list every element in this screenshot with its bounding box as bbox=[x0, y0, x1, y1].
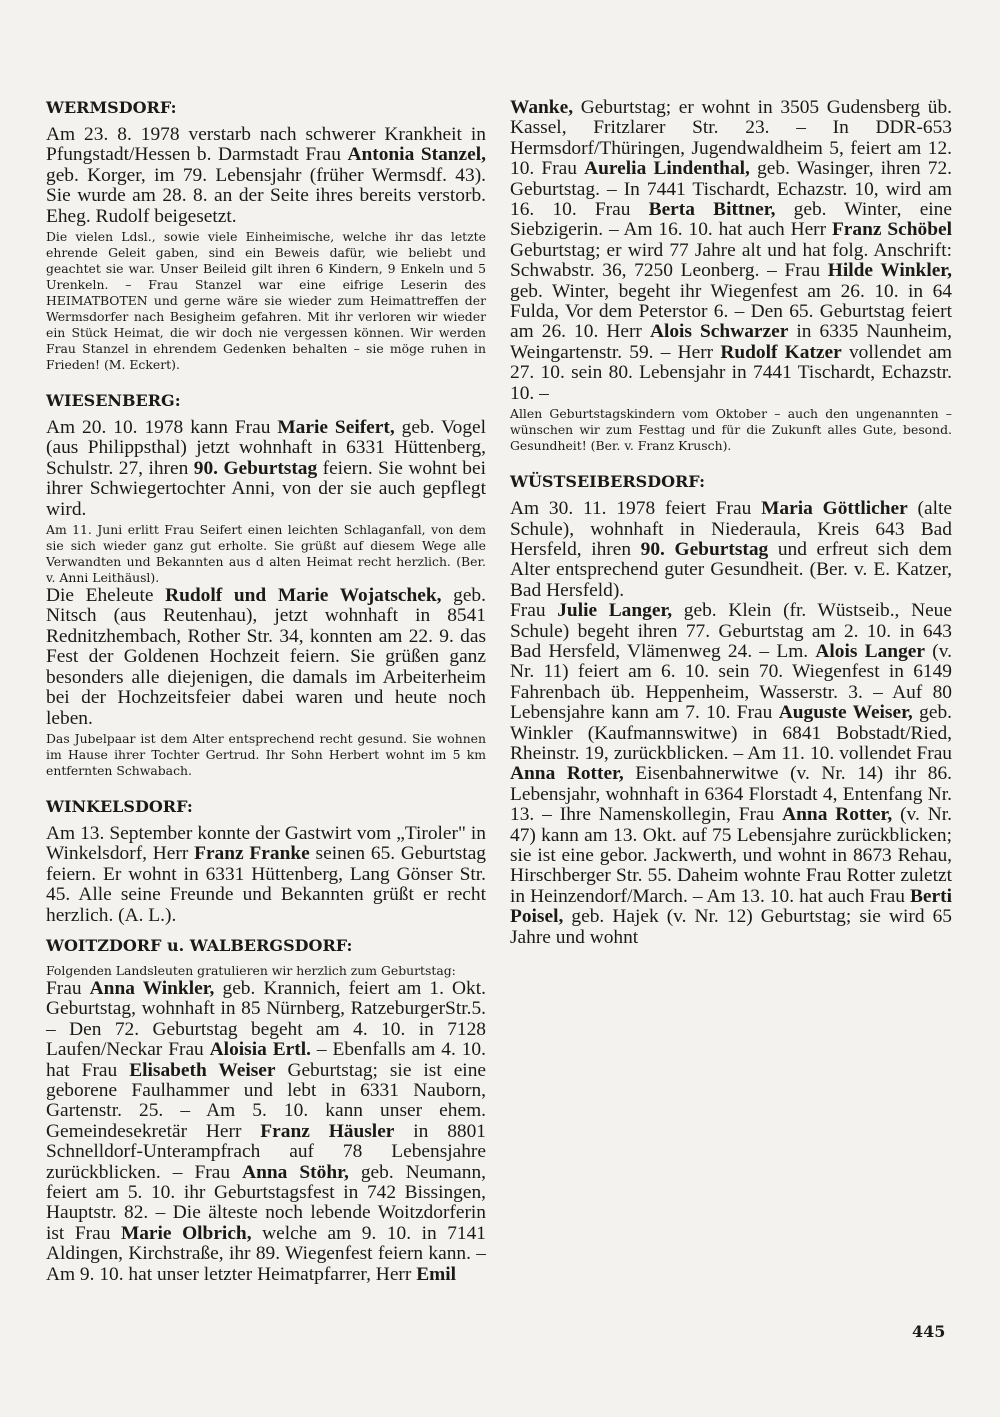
woitzdorf-paragraph-1-continued: Wanke, Geburtstag; er wohnt in 3505 Gudensberg üb. Kassel, Fritzlarer Str. 23. – In DDR-653 Hermsdorf/Thüringen, Jugendwaldheim 5, feiert am 12. 10. Frau Aurelia Lindenthal, geb. Wasinger, ihren 72. Geburtstag. – In 7441 Tischardt, Echazstr. 10, wird am 16. 10. Frau Berta Bittner, geb. Winter, eine Siebzigerin. – Am 16. 10. hat auch Herr Franz Schöbel Geburtstag; er wird 77 Jahre alt und hat folg. Anschrift: Schwabstr. 36, 7250 Leonberg. – Frau Hilde Winkler, geb. Winter, begeht ihr Wiegenfest am 26. 10. in 64 Fulda, Vor dem Peterstor 6. – Den 65. Geburtstag feiert am 26. 10. Herr Alois Schwarzer in 6335 Naunheim, Weingartenstr. 59. – Herr Rudolf Katzer vollendet am 27. 10. sein 80. Lebensjahr in 7441 Tischardt, Echazstr. 10. – bbox=[510, 97, 953, 404]
heading-winkelsdorf: WINKELSDORF: bbox=[46, 796, 193, 816]
winkelsdorf-paragraph-1: Am 13. September konnte der Gastwirt vom „Tiroler" in Winkelsdorf, Herr Franz Franke seinen 65. Geburtstag feiern. Er wohnt in 6331 Hüttenberg, Lang Gönser Str. 45. Alle seine Freunde und Bekannten grüßt er recht herzlich. (A. L.). bbox=[46, 822, 486, 926]
heading-wermsdorf: WERMSDORF: bbox=[46, 98, 177, 117]
wermsdorf-paragraph-1: Am 23. 8. 1978 verstarb nach schwerer Krankheit in Pfungstadt/Hessen b. Darmstadt Frau Antonia Stanzel, geb. Korger, im 79. Lebensjahr (früher Wermsdf. 43). Sie wurde am 28. 8. an der Seite ihres bereits verstorb. Eheg. Rudolf beigesetzt. bbox=[46, 124, 486, 227]
left-column bbox=[46, 98, 486, 1285]
wiesenberg-paragraph-4: Das Jubelpaar ist dem Alter entsprechend recht gesund. Sie wohnen im Hause ihrer Tochter Gertrud. Ihr Sohn Herbert wohnt im 5 km entfernten Schwabach. bbox=[46, 730, 486, 778]
wiesenberg-paragraph-2: Am 11. Juni erlitt Frau Seifert einen leichten Schlaganfall, von dem sie sich wieder ganz gut erholte. Sie grüßt auf diesem Wege alle Verwandten und Bekannten aus d alten Heimat recht herzlich. (Ber. v. Anni Leithäusl). bbox=[46, 522, 486, 586]
wustseibersdorf-paragraph-1: Am 30. 11. 1978 feiert Frau Maria Göttlicher (alte Schule), wohnhaft in Niederaula, Kreis 643 Bad Hersfeld, ihren 90. Geburtstag und erfreut sich dem Alter entsprechend guter Gesundheit. (Ber. v. E. Katzer, Bad Hersfeld). bbox=[510, 498, 953, 601]
wiesenberg-paragraph-3: Die Eheleute Rudolf und Marie Wojatschek, geb. Nitsch (aus Reutenhau), jetzt wohnhaft in 8541 Rednitzhembach, Rother Str. 34, konnten am 22. 9. das Fest der Goldenen Hochzeit feiern. Sie grüßen ganz besonders alle diejenigen, die damals im Arbeiterheim bei der Hochzeitsfeier dabei waren und heute noch leben. bbox=[46, 585, 486, 729]
wermsdorf-paragraph-2: Die vielen Ldsl., sowie viele Einheimische, welche ihr das letzte ehrende Geleit gaben, sind ein Beweis dafür, wie beliebt und geachtet sie war. Unser Beileid gilt ihren 6 Kindern, 9 Enkeln und 5 Urenkeln. – Frau Stanzel war eine eifrige Leserin des HEIMATBOTEN und gerne wäre sie wieder zum Heimattreffen der Wermsdorfer nach Besigheim gefahren. Mit ihr verloren wir wieder ein Stück Heimat, die wir doch nie vergessen können. Wir werden Frau Stanzel in ehrendem Gedenken behalten – sie möge ruhen in Frieden! (M. Eckert). bbox=[46, 229, 486, 373]
right-column bbox=[510, 98, 952, 948]
heading-wustseibersdorf: WÜSTSEIBERSDORF: bbox=[510, 472, 705, 492]
heading-woitzdorf: WOITZDORF u. WALBERGSDORF: bbox=[46, 935, 353, 955]
wustseibersdorf-paragraph-2: Frau Julie Langer, geb. Klein (fr. Wüstseib., Neue Schule) begeht ihren 77. Geburtstag am 2. 10. in 643 Bad Hersfeld, Vlämenweg 24. – Lm. Alois Langer (v. Nr. 11) feiert am 6. 10. sein 70. Wiegenfest in 6149 Fahrenbach üb. Heppenheim, Wasserstr. 3. – Auf 80 Lebensjahre kann am 7. 10. Frau Auguste Weiser, geb. Winkler (Kaufmannswitwe) in 6841 Bobstadt/Ried, Rheinstr. 19, zurückblicken. – Am 11. 10. vollendet Frau Anna Rotter, Eisenbahnerwitwe (v. Nr. 14) ihr 86. Lebensjahr, wohnhaft in 6364 Florstadt 4, Entenfang Nr. 13. – Ihre Namenskollegin, Frau Anna Rotter, (v. Nr. 47) kann am 13. Okt. auf 75 Lebensjahre zurückblicken; sie ist eine gebor. Jackwerth, und wohnt in 8673 Rehau, Hirschberger Str. 55. Daheim wohnte Frau Rotter zuletzt in Heinzendorf/March. – Am 13. 10. hat auch Frau Berti Poisel, geb. Hajek (v. Nr. 12) Geburtstag; sie wird 65 Jahre und wohnt bbox=[510, 600, 952, 948]
woitzdorf-paragraph-1: Frau Anna Winkler, geb. Krannich, feiert am 1. Okt. Geburtstag, wohnhaft in 85 Nürnberg, RatzeburgerStr.5. – Den 72. Geburtstag begeht am 4. 10. in 7128 Laufen/Neckar Frau Aloisia Ertl. – Ebenfalls am 4. 10. hat Frau Elisabeth Weiser Geburtstag; sie ist eine geborene Faulhammer und lebt in 6331 Nauborn, Gartenstr. 25. – Am 5. 10. kann unser ehem. Gemeindesekretär Herr Franz Häusler in 8801 Schnelldorf-Unterampfrach auf 78 Lebensjahre zurückblicken. – Frau Anna Stöhr, geb. Neumann, feiert am 5. 10. ihr Geburtstagsfest in 742 Bissingen, Hauptstr. 82. – Die älteste noch lebende Woitzdorferin ist Frau Marie Olbrich, welche am 9. 10. in 7141 Aldingen, Kirchstraße, ihr 89. Wiegenfest feiern kann. – Am 9. 10. hat unser letzter Heimatpfarrer, Herr Emil bbox=[46, 977, 487, 1285]
wiesenberg-paragraph-1: Am 20. 10. 1978 kann Frau Marie Seifert, geb. Vogel (aus Philippsthal) jetzt wohnhaft in 6331 Hüttenberg, Schulstr. 27, ihren 90. Geburtstag feiern. Sie wohnt bei ihrer Schwiegertochter Anni, von der sie auch gepflegt wird. bbox=[46, 417, 487, 520]
heading-wiesenberg: WIESENBERG: bbox=[46, 391, 181, 411]
woitzdorf-intro: Folgenden Landsleuten gratulieren wir herzlich zum Geburtstag: bbox=[46, 962, 456, 978]
woitzdorf-closing: Allen Geburtstagskindern vom Oktober – auch den ungenannten – wünschen wir zum Festtag und für die Zukunft alles Gute, besond. Gesundheit! (Ber. v. Franz Krusch). bbox=[510, 406, 952, 454]
page-number: 445 bbox=[912, 1322, 946, 1341]
